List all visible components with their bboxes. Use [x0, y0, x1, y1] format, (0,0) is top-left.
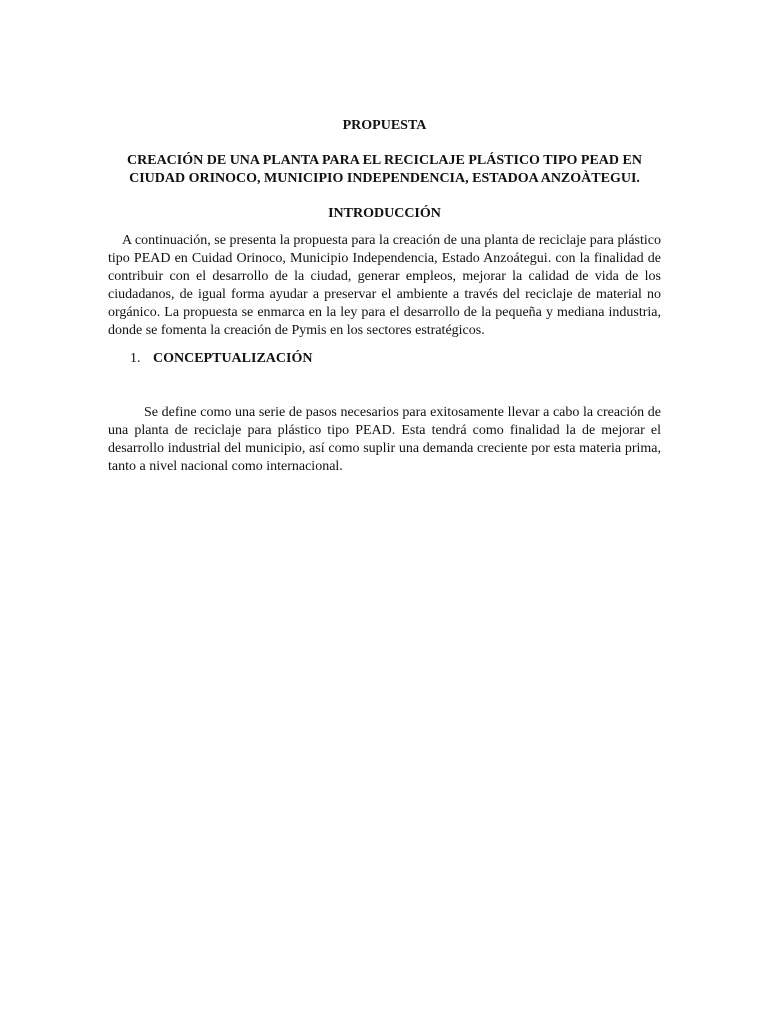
section-label: CONCEPTUALIZACIÓN [153, 351, 313, 366]
document-title: PROPUESTA [342, 118, 427, 133]
document-body [108, 117, 661, 476]
document-subtitle: CREACIÓN DE UNA PLANTA PARA EL RECICLAJE PLÁSTICO TIPO PEAD EN CIUDAD ORINOCO, MUNICIPIO INDEPENDENCIA, ESTADOA ANZOÀTEGUI. [127, 153, 642, 186]
introduction-heading: INTRODUCCIÓN [328, 206, 441, 221]
section-number: 1. [130, 351, 141, 366]
introduction-paragraph: A continuación, se presenta la propuesta para la creación de una planta de reciclaje para plástico tipo PEAD en Cuidad Orinoco, Municipio Independencia, Estado Anzoátegui. con la finalidad de contribuir con el desarrollo de la ciudad, generar empleos, mejorar la calidad de vida de los ciudadanos, de igual forma ayudar a preservar el ambiente a través del reciclaje de material no orgánico. La propuesta se enmarca en la ley para el desarrollo de la pequeña y mediana industria, donde se fomenta la creación de Pymis en los sectores estratégicos. [108, 233, 661, 338]
section-heading-conceptualization [130, 350, 661, 368]
conceptualization-paragraph: Se define como una serie de pasos necesarios para exitosamente llevar a cabo la creación de una planta de reciclaje para plástico tipo PEAD. Esta tendrá como finalidad la de mejorar el desarrollo industrial del municipio, así como suplir una demanda creciente por esta materia prima, tanto a nivel nacional como internacional. [108, 405, 661, 474]
